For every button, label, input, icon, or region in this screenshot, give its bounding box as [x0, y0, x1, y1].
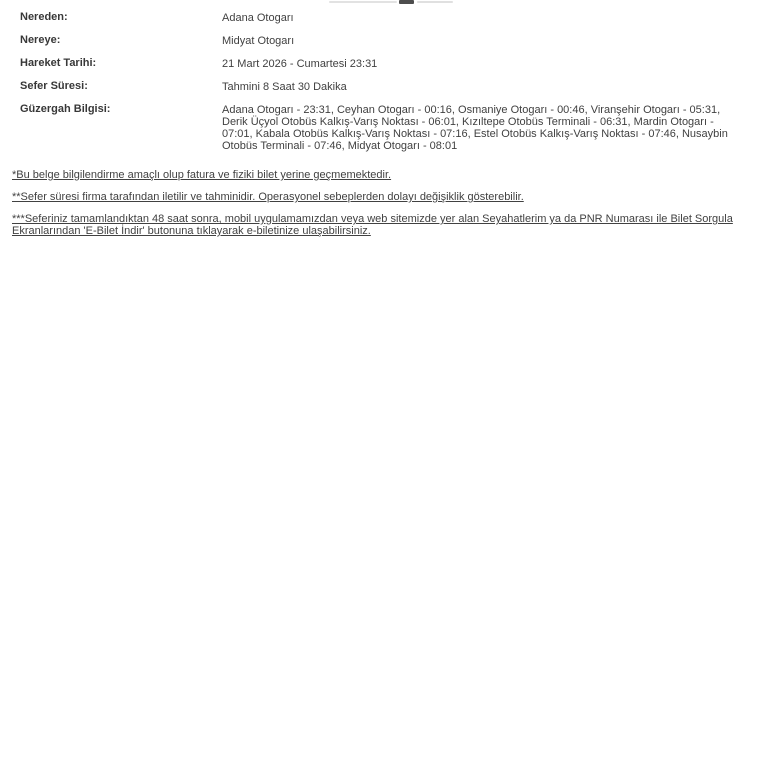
detail-row-trip-duration	[0, 80, 768, 103]
clipped-title-fragment	[329, 1, 397, 3]
clipped-title-fragment	[417, 1, 453, 3]
clipped-page-title	[329, 0, 455, 5]
departure-date-label: Hareket Tarihi:	[20, 57, 97, 69]
footnote-duration-estimate: **Sefer süresi firma tarafından iletilir ve tahminidir. Operasyonel sebeplerden dolayı değişiklik gösterebilir.	[12, 191, 524, 203]
detail-row-departure-date	[0, 57, 768, 80]
origin-value: Adana Otogarı	[222, 12, 294, 24]
destination-label: Nereye:	[20, 34, 61, 46]
departure-date-value: 21 Mart 2026 - Cumartesi 23:31	[222, 58, 378, 70]
route-info-value: Adana Otogarı - 23:31, Ceyhan Otogarı - 00:16, Osmaniye Otogarı - 00:46, Viranşehir Otogarı - 05:31, Derik Üçyol Otobüs Kalkış-Varış Noktası - 06:01, Kızıltepe Otobüs Terminali - 06:31, Mardin Otogarı - 07:01, Kabala Otobüs Kalkış-Varış Noktası - 07:16, Estel Otobüs Kalkış-Varış Noktası - 07:46, Nusaybin Otobüs Terminali - 07:46, Midyat Otogarı - 08:01	[222, 104, 728, 152]
origin-label: Nereden:	[20, 11, 68, 23]
footnotes-section	[12, 169, 757, 247]
footnote-ebilet-download: ***Seferiniz tamamlandıktan 48 saat sonra, mobil uygulamamızdan veya web sitemizde yer alan Seyahatlerim ya da PNR Numarası ile Bilet Sorgula Ekranlarından 'E-Bilet İndir' butonuna tıklayarak e-biletinize ulaşabilirsiniz.	[12, 213, 733, 237]
detail-row-route-info	[0, 103, 768, 152]
trip-duration-label: Sefer Süresi:	[20, 80, 88, 92]
footnote-not-invoice: *Bu belge bilgilendirme amaçlı olup fatura ve fiziki bilet yerine geçmemektedir.	[12, 169, 392, 181]
trip-details-table	[0, 11, 768, 152]
destination-value: Midyat Otogarı	[222, 35, 295, 47]
clipped-title-fragment	[399, 0, 414, 4]
route-info-label: Güzergah Bilgisi:	[20, 103, 111, 115]
detail-row-destination	[0, 34, 768, 57]
detail-row-origin	[0, 11, 768, 34]
trip-duration-value: Tahmini 8 Saat 30 Dakika	[222, 81, 347, 93]
